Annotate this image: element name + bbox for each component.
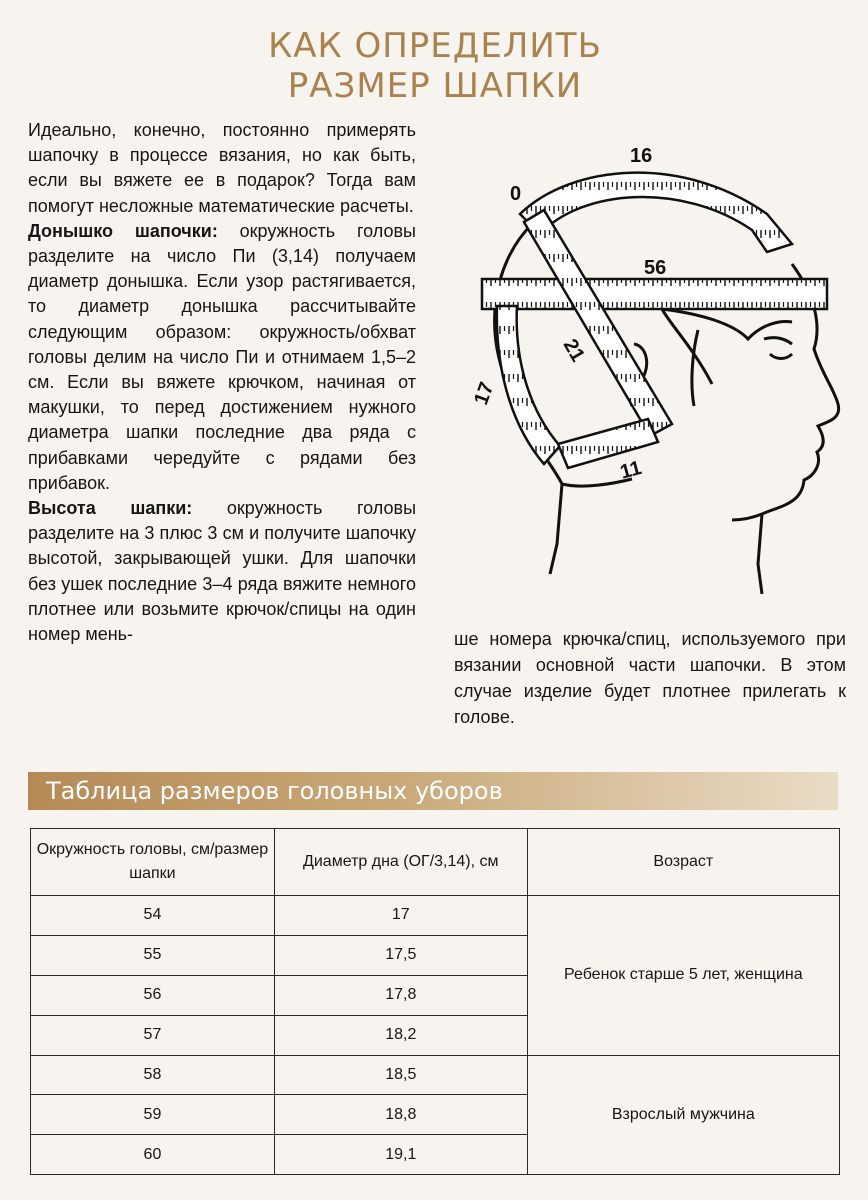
cell-size: 56 [31, 975, 275, 1015]
bottom-text: окружность головы разделите на число Пи (3,14) получаем диаметр донышка. Если узор растягивается, то диаметр донышка рассчитывайте следующим образом: окружность/обхват головы делим на число Пи и отнимаем 1,5–2 см. Если вы вяжете крючком, начиная от макушки, то перед достижением нужного диаметра шапки последние два ряда с прибавками чередуйте с рядами без прибавок. [28, 220, 416, 493]
label-diagonal: 21 [558, 335, 589, 366]
col-header-size: Окружность головы, см/размер шапки [31, 829, 275, 896]
intro-paragraph: Идеально, конечно, постоянно примерять шапочку в процессе вязания, но как быть, если вы вяжете ее в подарок? Тогда вам помогут несложные математические расчеты. [28, 120, 416, 216]
cell-diameter: 17,5 [274, 935, 527, 975]
title-line-1: КАК ОПРЕДЕЛИТЬ [268, 26, 602, 66]
cell-diameter: 18,2 [274, 1015, 527, 1055]
title-line-2: РАЗМЕР ШАПКИ [287, 66, 583, 106]
article-left-column [28, 118, 416, 647]
cell-size: 54 [31, 896, 275, 936]
cell-diameter: 19,1 [274, 1135, 527, 1175]
col-header-age: Возраст [527, 829, 839, 896]
cell-diameter: 17 [274, 896, 527, 936]
cell-age-group: Ребенок старше 5 лет, женщина [527, 896, 839, 1056]
tape-diagonal [524, 210, 672, 436]
height-text: окружность головы разделите на 3 плюс 3 см и получите шапочку высотой, закрывающей ушки. Для шапочки без ушек последние 3–4 ряда вяжите немного плотнее или возьмите крючок/спицы на один номер мень- [28, 498, 417, 645]
label-bottom: 11 [617, 456, 644, 484]
label-circumference: 56 [644, 257, 667, 279]
tape-bottom [558, 419, 658, 468]
cell-size: 57 [31, 1015, 275, 1055]
measuring-tapes [482, 173, 827, 468]
cell-age-group: Взрослый мужчина [527, 1055, 839, 1175]
label-zero: 0 [510, 183, 522, 205]
head-measurement-illustration [462, 134, 862, 594]
cell-diameter: 18,8 [274, 1095, 527, 1135]
col-header-diameter: Диаметр дна (ОГ/3,14), см [274, 829, 527, 896]
cell-size: 55 [31, 935, 275, 975]
cell-size: 59 [31, 1095, 275, 1135]
table-row [31, 1055, 840, 1095]
table-heading: Таблица размеров головных уборов [46, 777, 503, 805]
height-heading: Высота шапки: [28, 498, 193, 519]
height-paragraph [28, 496, 416, 647]
size-table [30, 828, 840, 1175]
tape-circumference [482, 279, 827, 309]
label-top: 16 [630, 145, 653, 167]
table-row [31, 896, 840, 936]
page-title [200, 26, 670, 106]
cell-size: 60 [31, 1135, 275, 1175]
label-back: 17 [470, 379, 499, 408]
bottom-paragraph [28, 219, 416, 496]
cell-diameter: 17,8 [274, 975, 527, 1015]
cell-size: 58 [31, 1055, 275, 1095]
table-header-row [31, 829, 840, 896]
table-heading-band [28, 772, 838, 810]
cell-diameter: 18,5 [274, 1055, 527, 1095]
bottom-heading: Донышко шапочки: [28, 220, 218, 241]
tape-back [497, 306, 560, 464]
continuation-paragraph: ше номера крючка/спиц, используемого при вязании основной части шапочки. В этом случае изделие будет плотнее прилегать к голове. [454, 629, 846, 727]
